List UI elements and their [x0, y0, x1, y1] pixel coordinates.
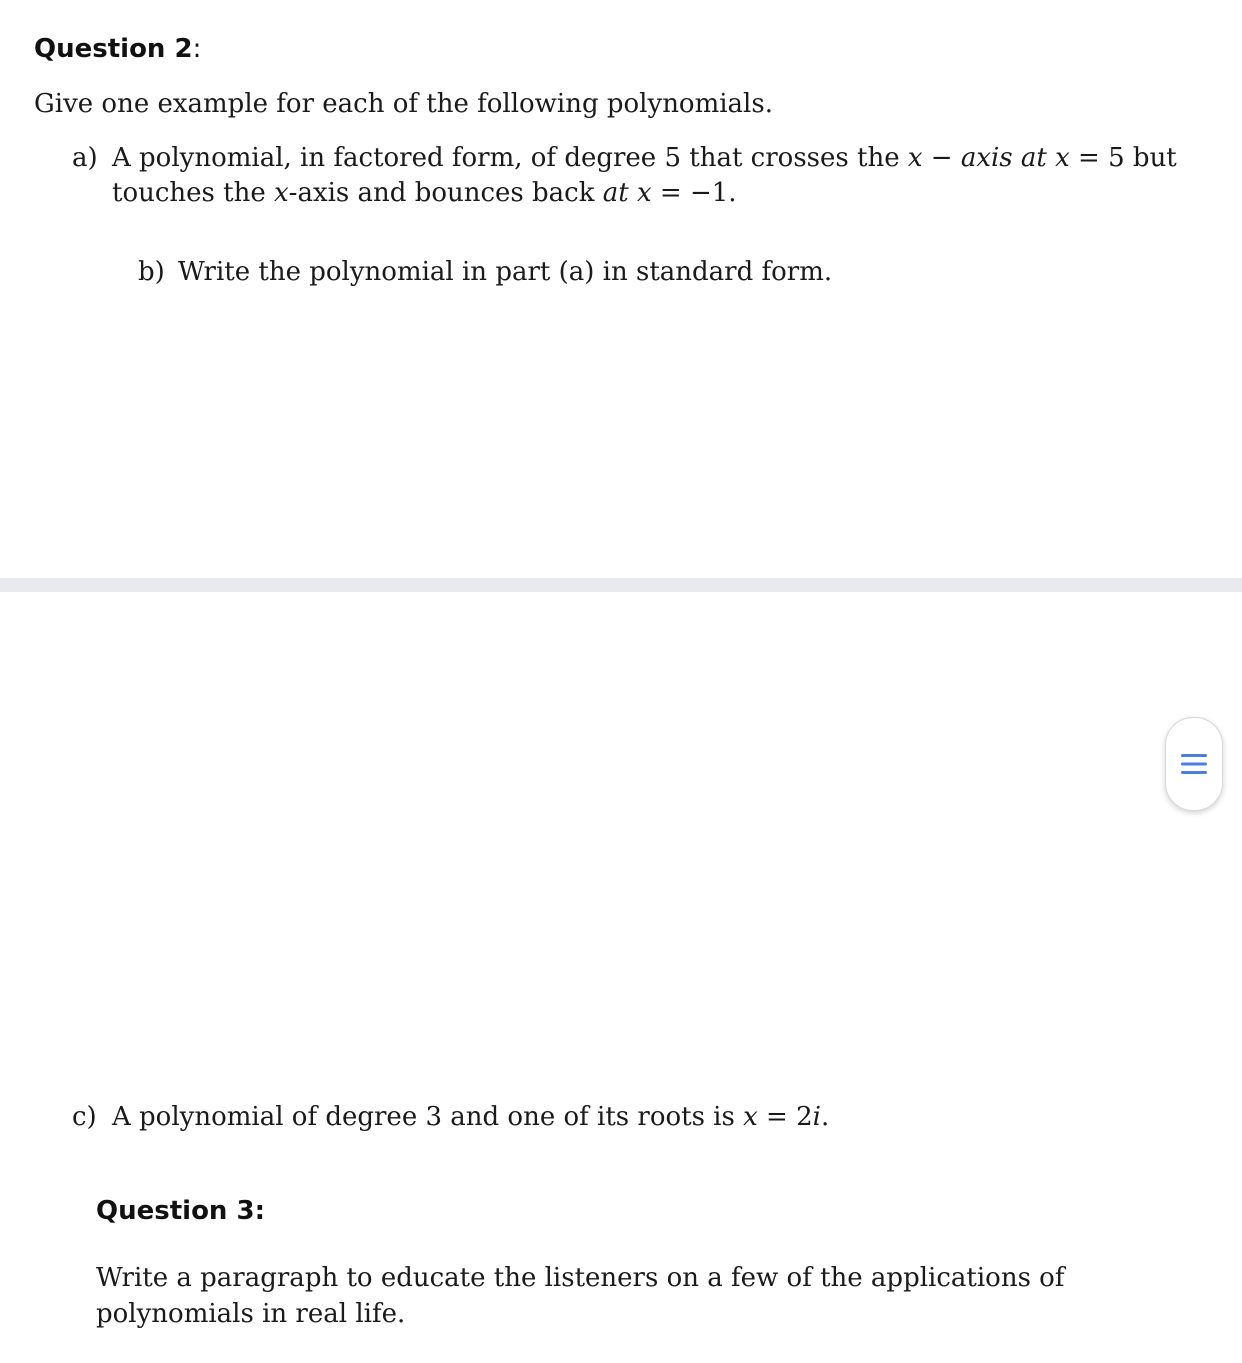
- part-a-line-2-text-1: touches the: [112, 178, 274, 208]
- menu-lines-icon: [1180, 749, 1208, 779]
- part-c-marker: c): [72, 1102, 97, 1132]
- scroll-handle[interactable]: [1165, 717, 1223, 811]
- question-2-title-text: Question 2: [34, 34, 193, 64]
- part-c-text-main: A polynomial of degree 3 and one of its roots is: [112, 1102, 744, 1132]
- part-b-text: Write the polynomial in part (a) in standard form.: [178, 257, 833, 287]
- part-a-line-2-math: at x =: [602, 178, 690, 208]
- document-page-2: [0, 592, 1242, 1363]
- part-a-line-1-end: but: [1124, 143, 1177, 173]
- part-c-math-number: 2: [796, 1102, 813, 1132]
- question-2-intro: Give one example for each of the following polynomials.: [34, 89, 773, 119]
- part-c-math-x: x =: [743, 1102, 797, 1132]
- part-c-end: .: [820, 1102, 830, 1132]
- part-a-line-1-text: A polynomial, in factored form, of degree 5 that crosses the: [112, 143, 908, 173]
- question-2-title-colon: :: [192, 34, 202, 64]
- part-a-line-2: [112, 175, 737, 211]
- part-a-line-2-text-2: -axis and bounces back: [288, 178, 603, 208]
- part-a-line-1: [112, 140, 1177, 176]
- question-2-title: [34, 34, 201, 64]
- part-a-line-2-number: −1.: [689, 178, 737, 208]
- question-3-title: Question 3:: [96, 1196, 265, 1226]
- part-c-math-i: i: [812, 1102, 821, 1132]
- part-a-line-2-x: x: [274, 178, 289, 208]
- document-page-1: [0, 0, 1242, 578]
- page-separator: [0, 578, 1242, 592]
- part-c-text: [112, 1099, 829, 1135]
- question-3-line-1: Write a paragraph to educate the listeners on a few of the applications of: [96, 1263, 1065, 1293]
- part-a-line-1-math: x − axis at x =: [907, 143, 1109, 173]
- part-a-line-1-number: 5: [1108, 143, 1125, 173]
- part-a-marker: a): [72, 143, 98, 173]
- question-3-line-2: polynomials in real life.: [96, 1299, 406, 1329]
- part-b-marker: b): [138, 257, 165, 287]
